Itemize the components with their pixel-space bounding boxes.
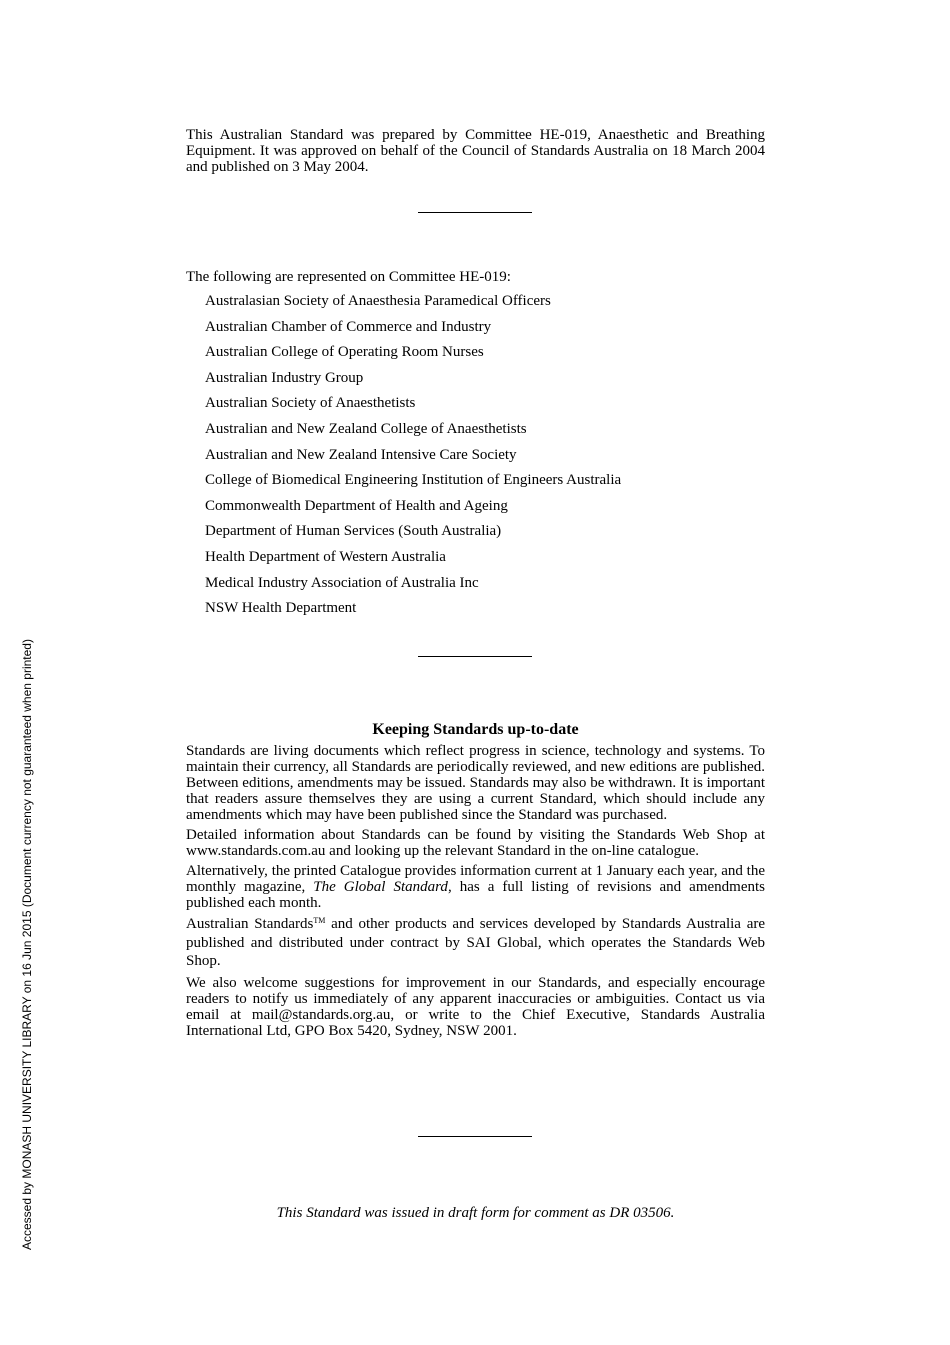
list-item: Australian College of Operating Room Nurses <box>205 344 484 361</box>
divider-3 <box>418 1136 532 1137</box>
list-item: Australian and New Zealand College of Anaesthetists <box>205 420 527 437</box>
list-item: Commonwealth Department of Health and Ageing <box>205 497 508 514</box>
divider-1 <box>418 212 532 213</box>
section-title: Keeping Standards up-to-date <box>372 721 579 738</box>
paragraph-text: , has a full listing of revisions and amendments published each month. <box>186 879 765 911</box>
trademark-mark: TM <box>313 916 326 925</box>
list-item: Australasian Society of Anaesthesia Paramedical Officers <box>205 293 551 309</box>
list-item: Australian and New Zealand Intensive Care Society <box>205 446 517 463</box>
list-item: College of Biomedical Engineering Institution of Engineers Australia <box>205 472 622 489</box>
committee-list <box>205 292 621 625</box>
keeping-standards-body <box>186 743 765 1043</box>
draft-note: This Standard was issued in draft form for comment as DR 03506. <box>276 1205 675 1221</box>
committee-heading: The following are represented on Committee HE-019: <box>186 269 511 285</box>
intro-paragraph: This Australian Standard was prepared by Committee HE-019, Anaesthetic and Breathing Equipment. It was approved on behalf of the Council of Standards Australia on 18 March 2004 and published on 3 May 2004. <box>186 127 765 175</box>
paragraph: We also welcome suggestions for improvement in our Standards, and especially encourage readers to notify us immediately of any apparent inaccuracies or ambiguities. Contact us via email at mail@standards.org.au, or write to the Chief Executive, Standards Australia International Ltd, GPO Box 5420, Sydney, NSW 2001. <box>186 974 765 1039</box>
magazine-title: The Global Standard <box>313 879 448 895</box>
list-item: Medical Industry Association of Australia Inc <box>205 574 479 591</box>
paragraph: Detailed information about Standards can be found by visiting the Standards Web Shop at www.standards.com.au and looking up the relevant Standard in the on-line catalogue. <box>186 827 765 859</box>
paragraph-text: and other products and services developed by Standards Australia are published and distributed under contract by SAI Global, which operates the Standards Web Shop. <box>186 916 766 969</box>
list-item: NSW Health Department <box>205 600 357 617</box>
paragraph-text: Australian Standards <box>186 916 314 932</box>
list-item: Australian Chamber of Commerce and Industry <box>205 318 492 335</box>
paragraph <box>186 915 765 971</box>
divider-2 <box>418 656 532 657</box>
list-item: Australian Society of Anaesthetists <box>205 395 416 412</box>
paragraph <box>186 863 765 911</box>
list-item: Australian Industry Group <box>205 369 364 386</box>
access-watermark: Accessed by MONASH UNIVERSITY LIBRARY on 16 Jun 2015 (Document currency not guaranteed when printed) <box>20 639 34 1250</box>
list-item: Department of Human Services (South Australia) <box>205 523 502 540</box>
list-item: Health Department of Western Australia <box>205 548 446 565</box>
paragraph: Standards are living documents which reflect progress in science, technology and systems. To maintain their currency, all Standards are periodically reviewed, and new editions are published. Between editions, amendments may be issued. Standards may also be withdrawn. It is important that readers assure themselves they are using a current Standard, which should include any amendments which may have been published since the Standard was purchased. <box>186 743 765 823</box>
paragraph-text: Alternatively, the printed Catalogue provides information current at 1 January each year, and the monthly magazine, <box>186 863 765 895</box>
